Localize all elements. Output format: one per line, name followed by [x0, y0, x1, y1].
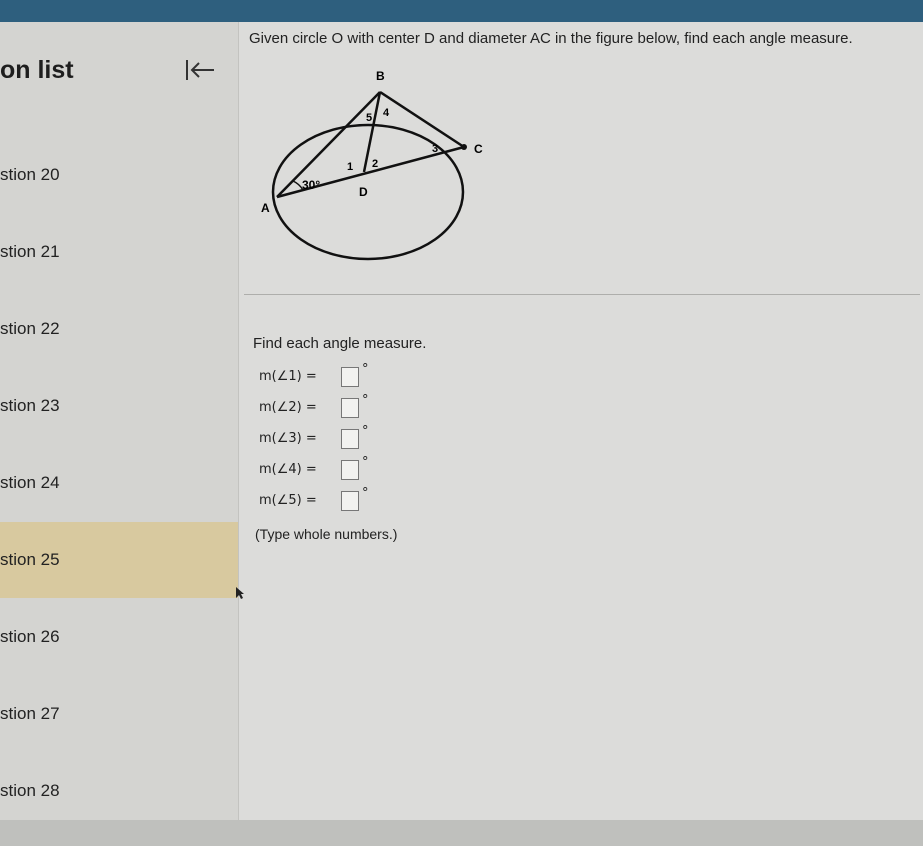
- sidebar-item-question-27[interactable]: [0, 676, 238, 752]
- point-c-dot: [461, 144, 467, 150]
- answer-label: m(∠4) =: [259, 462, 317, 477]
- answer-format-note: (Type whole numbers.): [255, 526, 398, 542]
- sidebar-item-label: stion 21: [0, 242, 60, 261]
- sidebar-item-question-21[interactable]: [0, 214, 238, 290]
- sidebar-item-question-23[interactable]: [0, 368, 238, 444]
- point-a-label: A: [261, 201, 270, 215]
- chord-bc: [380, 92, 464, 147]
- section-divider: [244, 294, 920, 295]
- sidebar-item-question-22[interactable]: [0, 291, 238, 367]
- sidebar-item-label: stion 26: [0, 627, 60, 646]
- degree-symbol: °: [362, 486, 369, 501]
- sidebar-item-label: stion 24: [0, 473, 60, 492]
- angle-3-input[interactable]: [341, 429, 359, 449]
- sidebar-title: on list: [0, 56, 74, 84]
- question-list-sidebar: [0, 22, 239, 820]
- mouse-pointer-icon: [235, 586, 245, 600]
- sidebar-item-question-25[interactable]: [0, 522, 238, 598]
- answer-label: m(∠3) =: [259, 431, 317, 446]
- given-angle-label: 30°: [302, 178, 321, 192]
- sidebar-item-label: stion 25: [0, 550, 60, 569]
- sidebar-item-label: stion 23: [0, 396, 60, 415]
- sidebar-item-question-28[interactable]: [0, 753, 238, 829]
- point-b-label: B: [376, 69, 385, 83]
- sidebar-item-label: stion 22: [0, 319, 60, 338]
- instruction-text: Find each angle measure.: [253, 335, 427, 352]
- angle-5-label: 5: [366, 112, 373, 124]
- angle-2-label: 2: [372, 158, 379, 170]
- chord-ab: [277, 92, 380, 197]
- bottom-bar: [0, 820, 923, 846]
- angle-4-label: 4: [383, 107, 390, 119]
- answer-label: m(∠1) =: [259, 369, 317, 384]
- degree-symbol: °: [362, 424, 369, 439]
- angle-1-input[interactable]: [341, 367, 359, 387]
- sidebar-item-label: stion 28: [0, 781, 60, 800]
- sidebar-item-question-20[interactable]: [0, 137, 238, 213]
- answer-label: m(∠5) =: [259, 493, 317, 508]
- sidebar-item-label: stion 20: [0, 165, 60, 184]
- question-prompt: Given circle O with center D and diameter AC in the figure below, find each angle measure.: [249, 30, 853, 47]
- top-bar: [0, 0, 923, 22]
- point-c-label: C: [474, 142, 483, 156]
- angle-2-input[interactable]: [341, 398, 359, 418]
- sidebar-item-question-24[interactable]: [0, 445, 238, 521]
- angle-1-label: 1: [347, 161, 354, 173]
- collapse-sidebar-icon[interactable]: [184, 58, 216, 82]
- sidebar-item-question-26[interactable]: [0, 599, 238, 675]
- answer-label: m(∠2) =: [259, 400, 317, 415]
- degree-symbol: °: [362, 362, 369, 377]
- degree-symbol: °: [362, 393, 369, 408]
- circle-figure: [247, 66, 483, 266]
- sidebar-item-label: stion 27: [0, 704, 60, 723]
- point-d-label: D: [359, 185, 368, 199]
- question-content: [239, 22, 923, 820]
- angle-5-input[interactable]: [341, 491, 359, 511]
- angle-3-label: 3: [432, 143, 439, 155]
- angle-4-input[interactable]: [341, 460, 359, 480]
- degree-symbol: °: [362, 455, 369, 470]
